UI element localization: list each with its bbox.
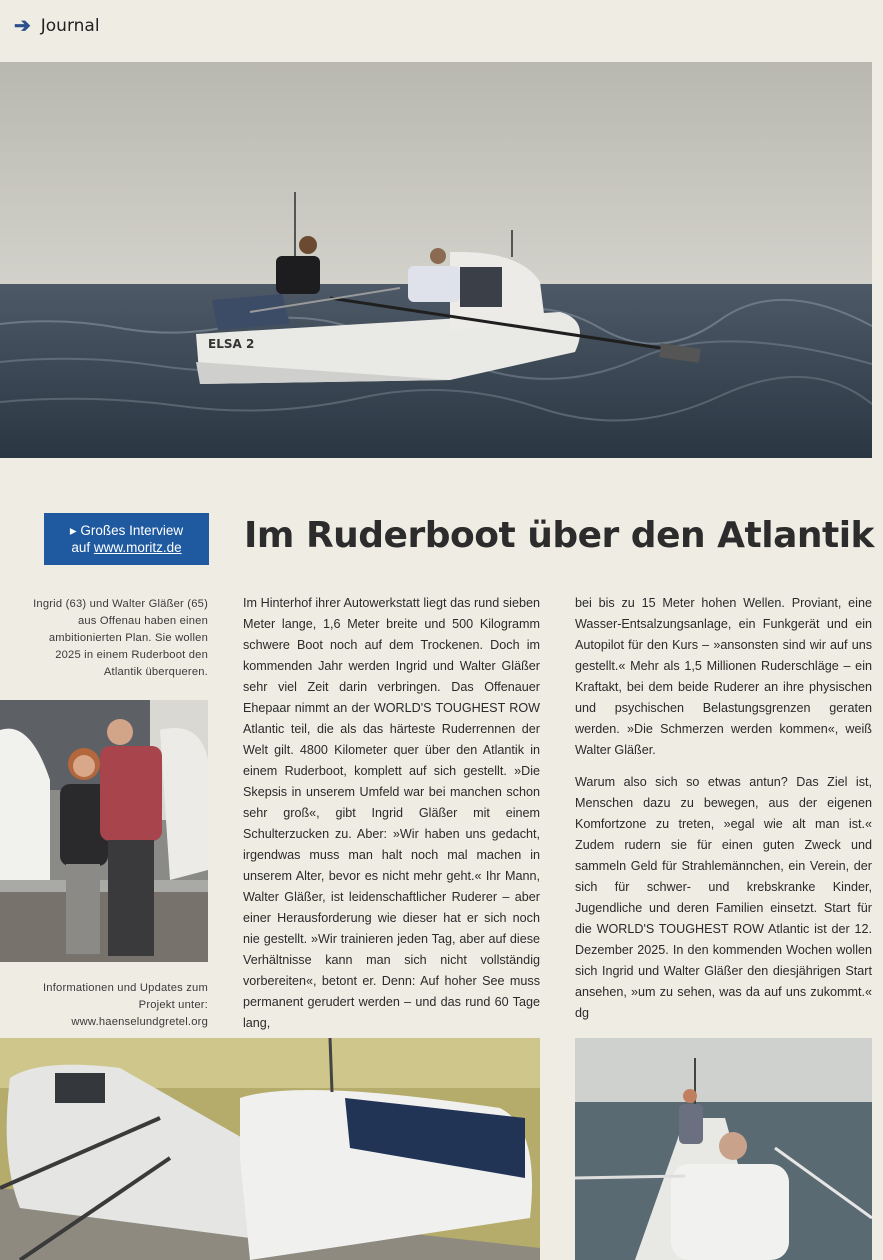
boat-on-dock-photo: [0, 1038, 540, 1260]
article-paragraph: Warum also sich so etwas antun? Das Ziel ist, Menschen dazu zu bewegen, aus der eigenen Komfortzone zu treten, »egal wie alt man ist.« Zudem rudern sie für einen guten Zweck und sammeln Geld für Strahlemännchen, ein Verein, der sich für schwer- und krebskranke Kinder, Jugendliche und deren Familien einsetzt. Start für die WORLD'S TOUGHEST ROW Atlantic ist der 12. Dezember 2025. In den kommenden Wochen wollen sich Ingrid und Walter Gläßer den diesjährigen Start ansehen, »um zu sehen, was da auf uns zukommt.« dg: [575, 775, 872, 1020]
caption-couple: Ingrid (63) und Walter Gläßer (65) aus Offenau haben einen ambitionierten Plan. Sie wollen 2025 in einem Ruderboot den Atlantik überqueren.: [33, 598, 208, 678]
interview-title: ▸ Großes Interview: [69, 523, 184, 538]
caption-project-info: Informationen und Updates zum Projekt unter: www.haenselundgretel.org: [42, 982, 208, 1028]
article-paragraph: bei bis zu 15 Meter hohen Wellen. Proviant, eine Wasser-Entsalzungsanlage, ein Funkgerät und ein Autopilot für den Kurs – »ansonsten sind wir auf uns gestellt.« Mehr als 1,5 Millionen Ruderschläge – ein Kraftakt, bei dem beide Ruderer an ihre physischen und psychischen Belastungsgrenzen geraten werden. »Die Schmerzen werden kommen«, weiß Walter Gläßer.: [575, 596, 872, 757]
couple-photo: [0, 700, 208, 962]
interview-prefix: auf: [71, 540, 94, 555]
article-headline: Im Ruderboot über den Atlantik: [244, 515, 874, 556]
rowers-at-sea-photo: [575, 1038, 872, 1260]
section-label: Journal: [40, 16, 100, 36]
hero-photo-rowing-boat: [0, 62, 872, 458]
article-column-1: [243, 593, 540, 1034]
article-paragraph: Im Hinterhof ihrer Autowerkstatt liegt das rund sieben Meter lange, 1,6 Meter breite und 500 Kilogramm schwere Boot noch auf dem Trockenen. Doch im kommenden Jahr werden Ingrid und Walter Gläßer sehr viel Zeit darin verbringen. Das Offenauer Ehepaar nimmt an der WORLD'S TOUGHEST ROW Atlantic teil, die als das härteste Ruderrennen der Welt gilt. 4800 Kilometer quer über den Atlantik in einem Ruderboot, komplett auf sich gestellt. »Die Skepsis in unserem Umfeld war bei manchen schon sehr groß«, gibt Ingrid Gläßer mit einem Schulterzucken zu. Aber: »Wir haben uns gedacht, irgendwas muss man halt noch mal machen in unserem Alter, bevor es nicht mehr geht.« Ihr Mann, Walter Gläßer, ist leidenschaftlicher Ruderer – aber einer Herausforderung wie dieser hat er sich noch nie gestellt. »Wir trainieren jeden Tag, aber auf diese Verhältnisse kann man sich nicht vollständig vorbereiten«, betont er. Denn: Auf hoher See muss permanent gerudert werden – und das rund 60 Tage lang,: [243, 596, 540, 1030]
arrow-right-icon: ➔: [14, 15, 31, 37]
section-header: [14, 14, 100, 38]
article-column-2: [575, 593, 872, 1024]
interview-link[interactable]: www.moritz.de: [93, 540, 182, 555]
boat-name-label: ELSA 2: [208, 337, 255, 351]
interview-link-box[interactable]: [44, 513, 209, 565]
